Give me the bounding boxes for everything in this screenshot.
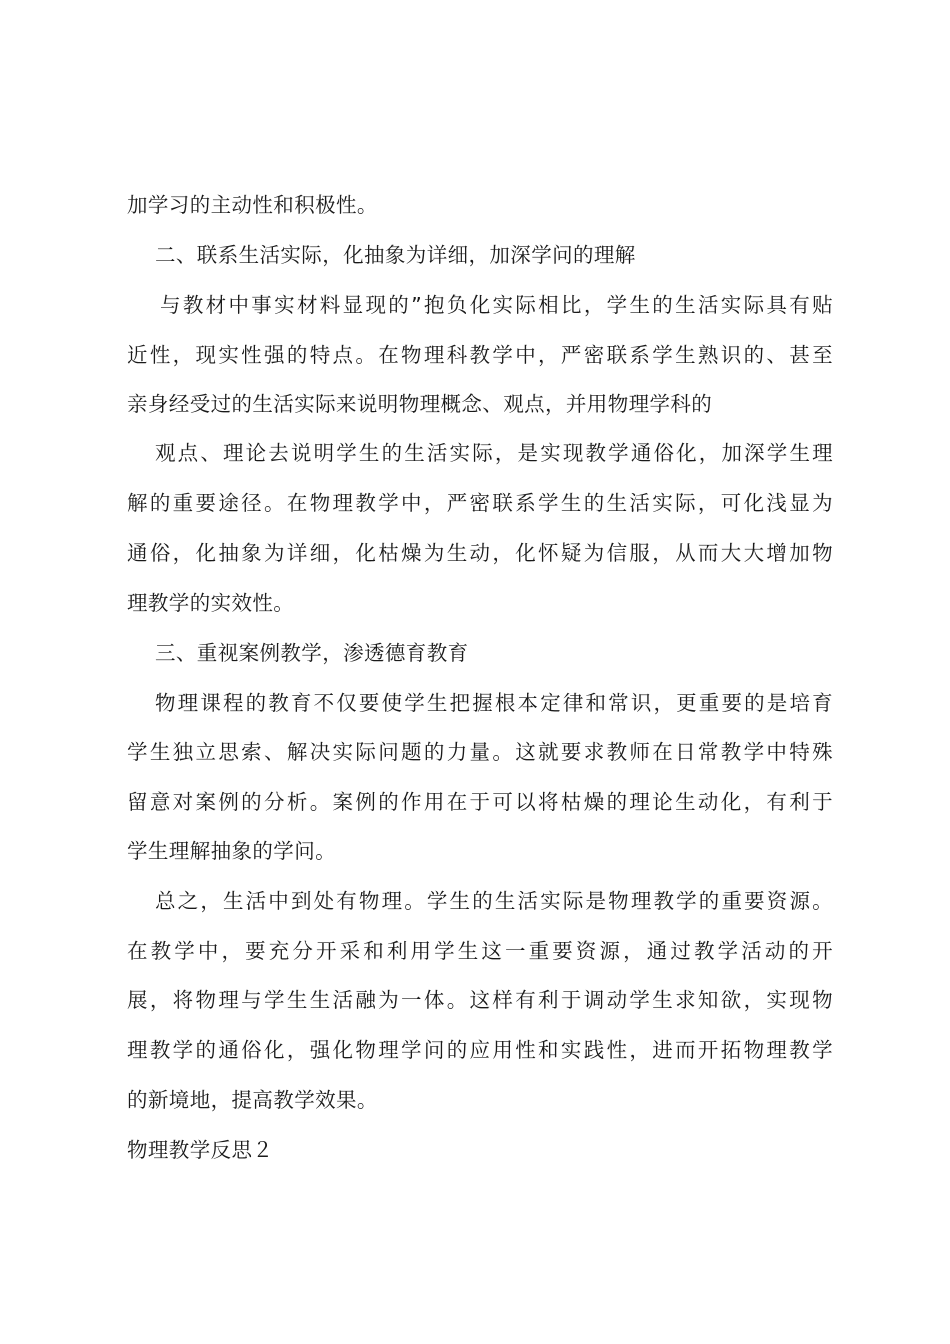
text-line: 理教学的通俗化，强化物理学问的应用性和实践性，进而开拓物理教学 [127,1038,833,1062]
text-line: 理教学的实效性。 [127,591,295,615]
section-heading: 二、联系生活实际，化抽象为详细，加深学问的理解 [155,243,636,267]
text-line: 学生独立思索、解决实际问题的力量。这就要求教师在日常教学中特殊 [127,740,833,764]
text-line: 在教学中，要充分开采和利用学生这一重要资源，通过教学活动的开 [127,939,833,963]
text-line: 观点、理论去说明学生的生活实际，是实现教学通俗化，加深学生理 [155,441,833,465]
section-heading: 三、重视案例教学，渗透德育教育 [155,641,469,665]
document-title: 物理教学反思２ [127,1138,274,1162]
text-line: 近性，现实性强的特点。在物理科教学中，严密联系学生熟识的、甚至 [127,343,833,367]
text-line: 亲身经受过的生活实际来说明物理概念、观点，并用物理学科的 [127,392,713,416]
text-line: 物理课程的教育不仅要使学生把握根本定律和常识，更重要的是培育 [155,691,833,715]
text-line: 展，将物理与学生生活融为一体。这样有利于调动学生求知欲，实现物 [127,988,833,1012]
text-line: 解的重要途径。在物理教学中，严密联系学生的生活实际，可化浅显为 [127,491,833,515]
text-line: 与教材中事实材料显现的”抱负化实际相比，学生的生活实际具有贴 [160,293,833,317]
text-line: 学生理解抽象的学问。 [127,839,336,863]
text-line: 加学习的主动性和积极性。 [127,193,378,217]
text-line: 通俗，化抽象为详细，化枯燥为生动，化怀疑为信服，从而大大增加物 [127,541,833,565]
text-line: 留意对案例的分析。案例的作用在于可以将枯燥的理论生动化，有利于 [127,790,833,814]
text-line: 的新境地，提高教学效果。 [127,1088,378,1112]
text-line: 总之，生活中到处有物理。学生的生活实际是物理教学的重要资源。 [155,889,833,913]
